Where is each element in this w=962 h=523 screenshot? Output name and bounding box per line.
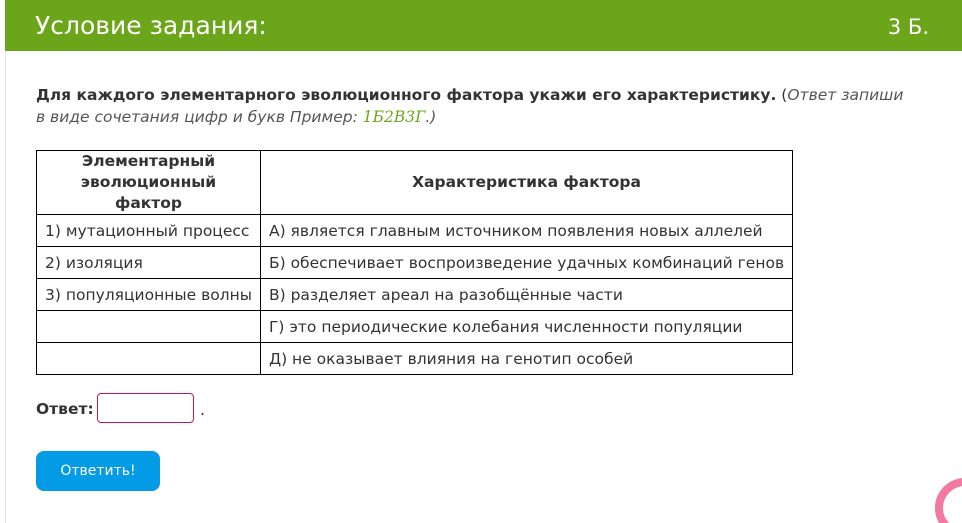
table-row: [37, 247, 793, 279]
table-cell-characteristic: Г) это периодические колебания численности популяции: [260, 311, 792, 343]
table-row: [37, 279, 793, 311]
question-instruction: Ответ запиши в виде сочетания цифр и букв Пример:: [36, 86, 904, 126]
table-header-factor: [37, 151, 261, 215]
table-cell-factor: [37, 343, 261, 375]
table-cell-characteristic: Б) обеспечивает воспроизведение удачных комбинаций генов: [260, 247, 792, 279]
question-example-code: 1Б2В3Г: [362, 108, 426, 126]
content-left-border: [5, 51, 6, 523]
factors-table: [36, 150, 793, 375]
table-header-row: [37, 151, 793, 215]
corner-decoration: [935, 478, 962, 523]
task-header: [5, 0, 962, 51]
table-row: [37, 311, 793, 343]
answer-suffix: .: [200, 400, 206, 419]
table-cell-characteristic: В) разделяет ареал на разобщённые части: [260, 279, 792, 311]
answer-label: Ответ:: [36, 400, 94, 418]
table-header-factor-label: Элементарный эволюционный фактор: [80, 152, 217, 212]
table-cell-characteristic: Д) не оказывает влияния на генотип особей: [260, 343, 792, 375]
question-open-paren: (: [776, 86, 788, 104]
submit-button[interactable]: Ответить!: [36, 451, 160, 491]
table-header-characteristic: Характеристика фактора: [260, 151, 792, 215]
table-cell-factor: [37, 311, 261, 343]
question-close: .): [425, 108, 437, 126]
question-text: [36, 84, 916, 128]
table-row: [37, 343, 793, 375]
table-cell-factor: 2) изоляция: [37, 247, 261, 279]
task-title: Условие задания:: [35, 11, 267, 40]
table-cell-characteristic: А) является главным источником появления новых аллелей: [260, 215, 792, 247]
answer-input[interactable]: [97, 393, 194, 423]
table-cell-factor: 3) популяционные волны: [37, 279, 261, 311]
table-row: [37, 215, 793, 247]
task-points: 3 Б.: [887, 15, 929, 39]
table-cell-factor: 1) мутационный процесс: [37, 215, 261, 247]
question-main-text: Для каждого элементарного эволюционного фактора укажи его характеристику.: [36, 86, 777, 104]
